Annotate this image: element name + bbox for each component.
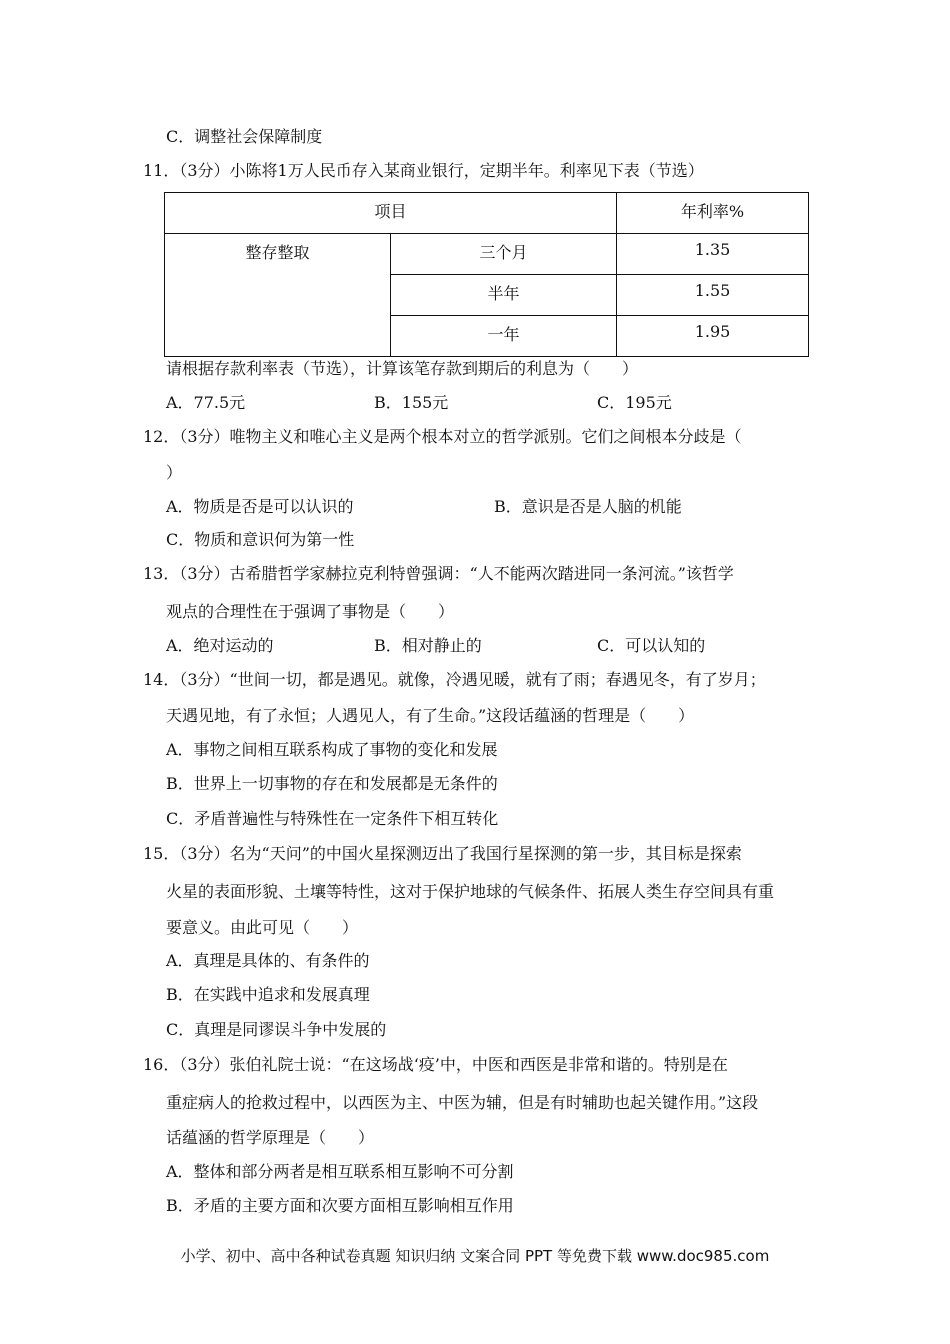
q16-stem-line2: 重症病人的抢救过程中，以西医为主、中医为辅，但是有时辅助也起关键作用。”这段 xyxy=(166,1093,759,1112)
table-term: 一年 xyxy=(391,316,617,357)
table-header-item: 项目 xyxy=(165,193,617,234)
q11-option-c: C．195元 xyxy=(597,393,672,412)
table-category: 整存整取 xyxy=(165,234,391,357)
q11-stem: 11．（3分）小陈将1万人民币存入某商业银行，定期半年。利率见下表（节选） xyxy=(143,161,704,180)
q14-option-a: A．事物之间相互联系构成了事物的变化和发展 xyxy=(166,740,498,759)
q10-option-c: C．调整社会保障制度 xyxy=(166,127,323,146)
q16-option-b: B．矛盾的主要方面和次要方面相互影响相互作用 xyxy=(166,1196,514,1215)
q11-option-b: B．155元 xyxy=(374,393,449,412)
q13-option-c: C．可以认知的 xyxy=(597,636,706,655)
table-term: 三个月 xyxy=(391,234,617,275)
q15-stem-line1: 15．（3分）名为“天问”的中国火星探测迈出了我国行星探测的第一步，其目标是探索 xyxy=(143,844,742,863)
q13-option-b: B．相对静止的 xyxy=(374,636,482,655)
q14-option-b: B．世界上一切事物的存在和发展都是无条件的 xyxy=(166,774,498,793)
q13-stem-line2: 观点的合理性在于强调了事物是（ ） xyxy=(166,602,455,621)
q11-option-a: A．77.5元 xyxy=(166,393,246,412)
table-rate: 1.95 xyxy=(617,316,809,357)
q15-stem-line2: 火星的表面形貌、土壤等特性，这对于保护地球的气候条件、拓展人类生存空间具有重 xyxy=(166,882,775,901)
q16-stem-line1: 16．（3分）张伯礼院士说：“在这场战‘疫’中，中医和西医是非常和谐的。特别是在 xyxy=(143,1055,728,1074)
q14-stem-line2: 天遇见地，有了永恒；人遇见人，有了生命。”这段话蕴涵的哲理是（ ） xyxy=(166,706,695,725)
q13-stem-line1: 13．（3分）古希腊哲学家赫拉克利特曾强调：“人不能两次踏进同一条河流。”该哲学 xyxy=(143,564,734,583)
q16-option-a: A．整体和部分两者是相互联系相互影响不可分割 xyxy=(166,1162,514,1181)
table-term: 半年 xyxy=(391,275,617,316)
q12-option-a: A．物质是否是可以认识的 xyxy=(166,497,354,516)
table-header-rate: 年利率% xyxy=(617,193,809,234)
q12-stem-line2: ） xyxy=(166,463,183,482)
q15-stem-line3: 要意义。由此可见（ ） xyxy=(166,918,359,937)
q13-option-a: A．绝对运动的 xyxy=(166,636,274,655)
q14-option-c: C．矛盾普遍性与特殊性在一定条件下相互转化 xyxy=(166,809,499,828)
q12-option-c: C．物质和意识何为第一性 xyxy=(166,530,355,549)
q12-option-b: B．意识是否是人脑的机能 xyxy=(494,497,682,516)
page-footer: 小学、初中、高中各种试卷真题 知识归纳 文案合同 PPT 等免费下载 www.doc985.com xyxy=(180,1247,770,1265)
table-rate: 1.55 xyxy=(617,275,809,316)
q15-option-a: A．真理是具体的、有条件的 xyxy=(166,951,370,970)
q15-option-b: B．在实践中追求和发展真理 xyxy=(166,985,370,1004)
interest-rate-table xyxy=(164,192,809,357)
q12-stem-line1: 12．（3分）唯物主义和唯心主义是两个根本对立的哲学派别。它们之间根本分歧是（ xyxy=(143,427,742,446)
q11-prompt: 请根据存款利率表（节选），计算该笔存款到期后的利息为（ ） xyxy=(166,359,639,378)
q16-stem-line3: 话蕴涵的哲学原理是（ ） xyxy=(166,1128,375,1147)
q14-stem-line1: 14．（3分）“世间一切，都是遇见。就像，冷遇见暖，就有了雨；春遇见冬，有了岁月； xyxy=(143,670,766,689)
table-rate: 1.35 xyxy=(617,234,809,275)
q15-option-c: C．真理是同谬误斗争中发展的 xyxy=(166,1020,387,1039)
